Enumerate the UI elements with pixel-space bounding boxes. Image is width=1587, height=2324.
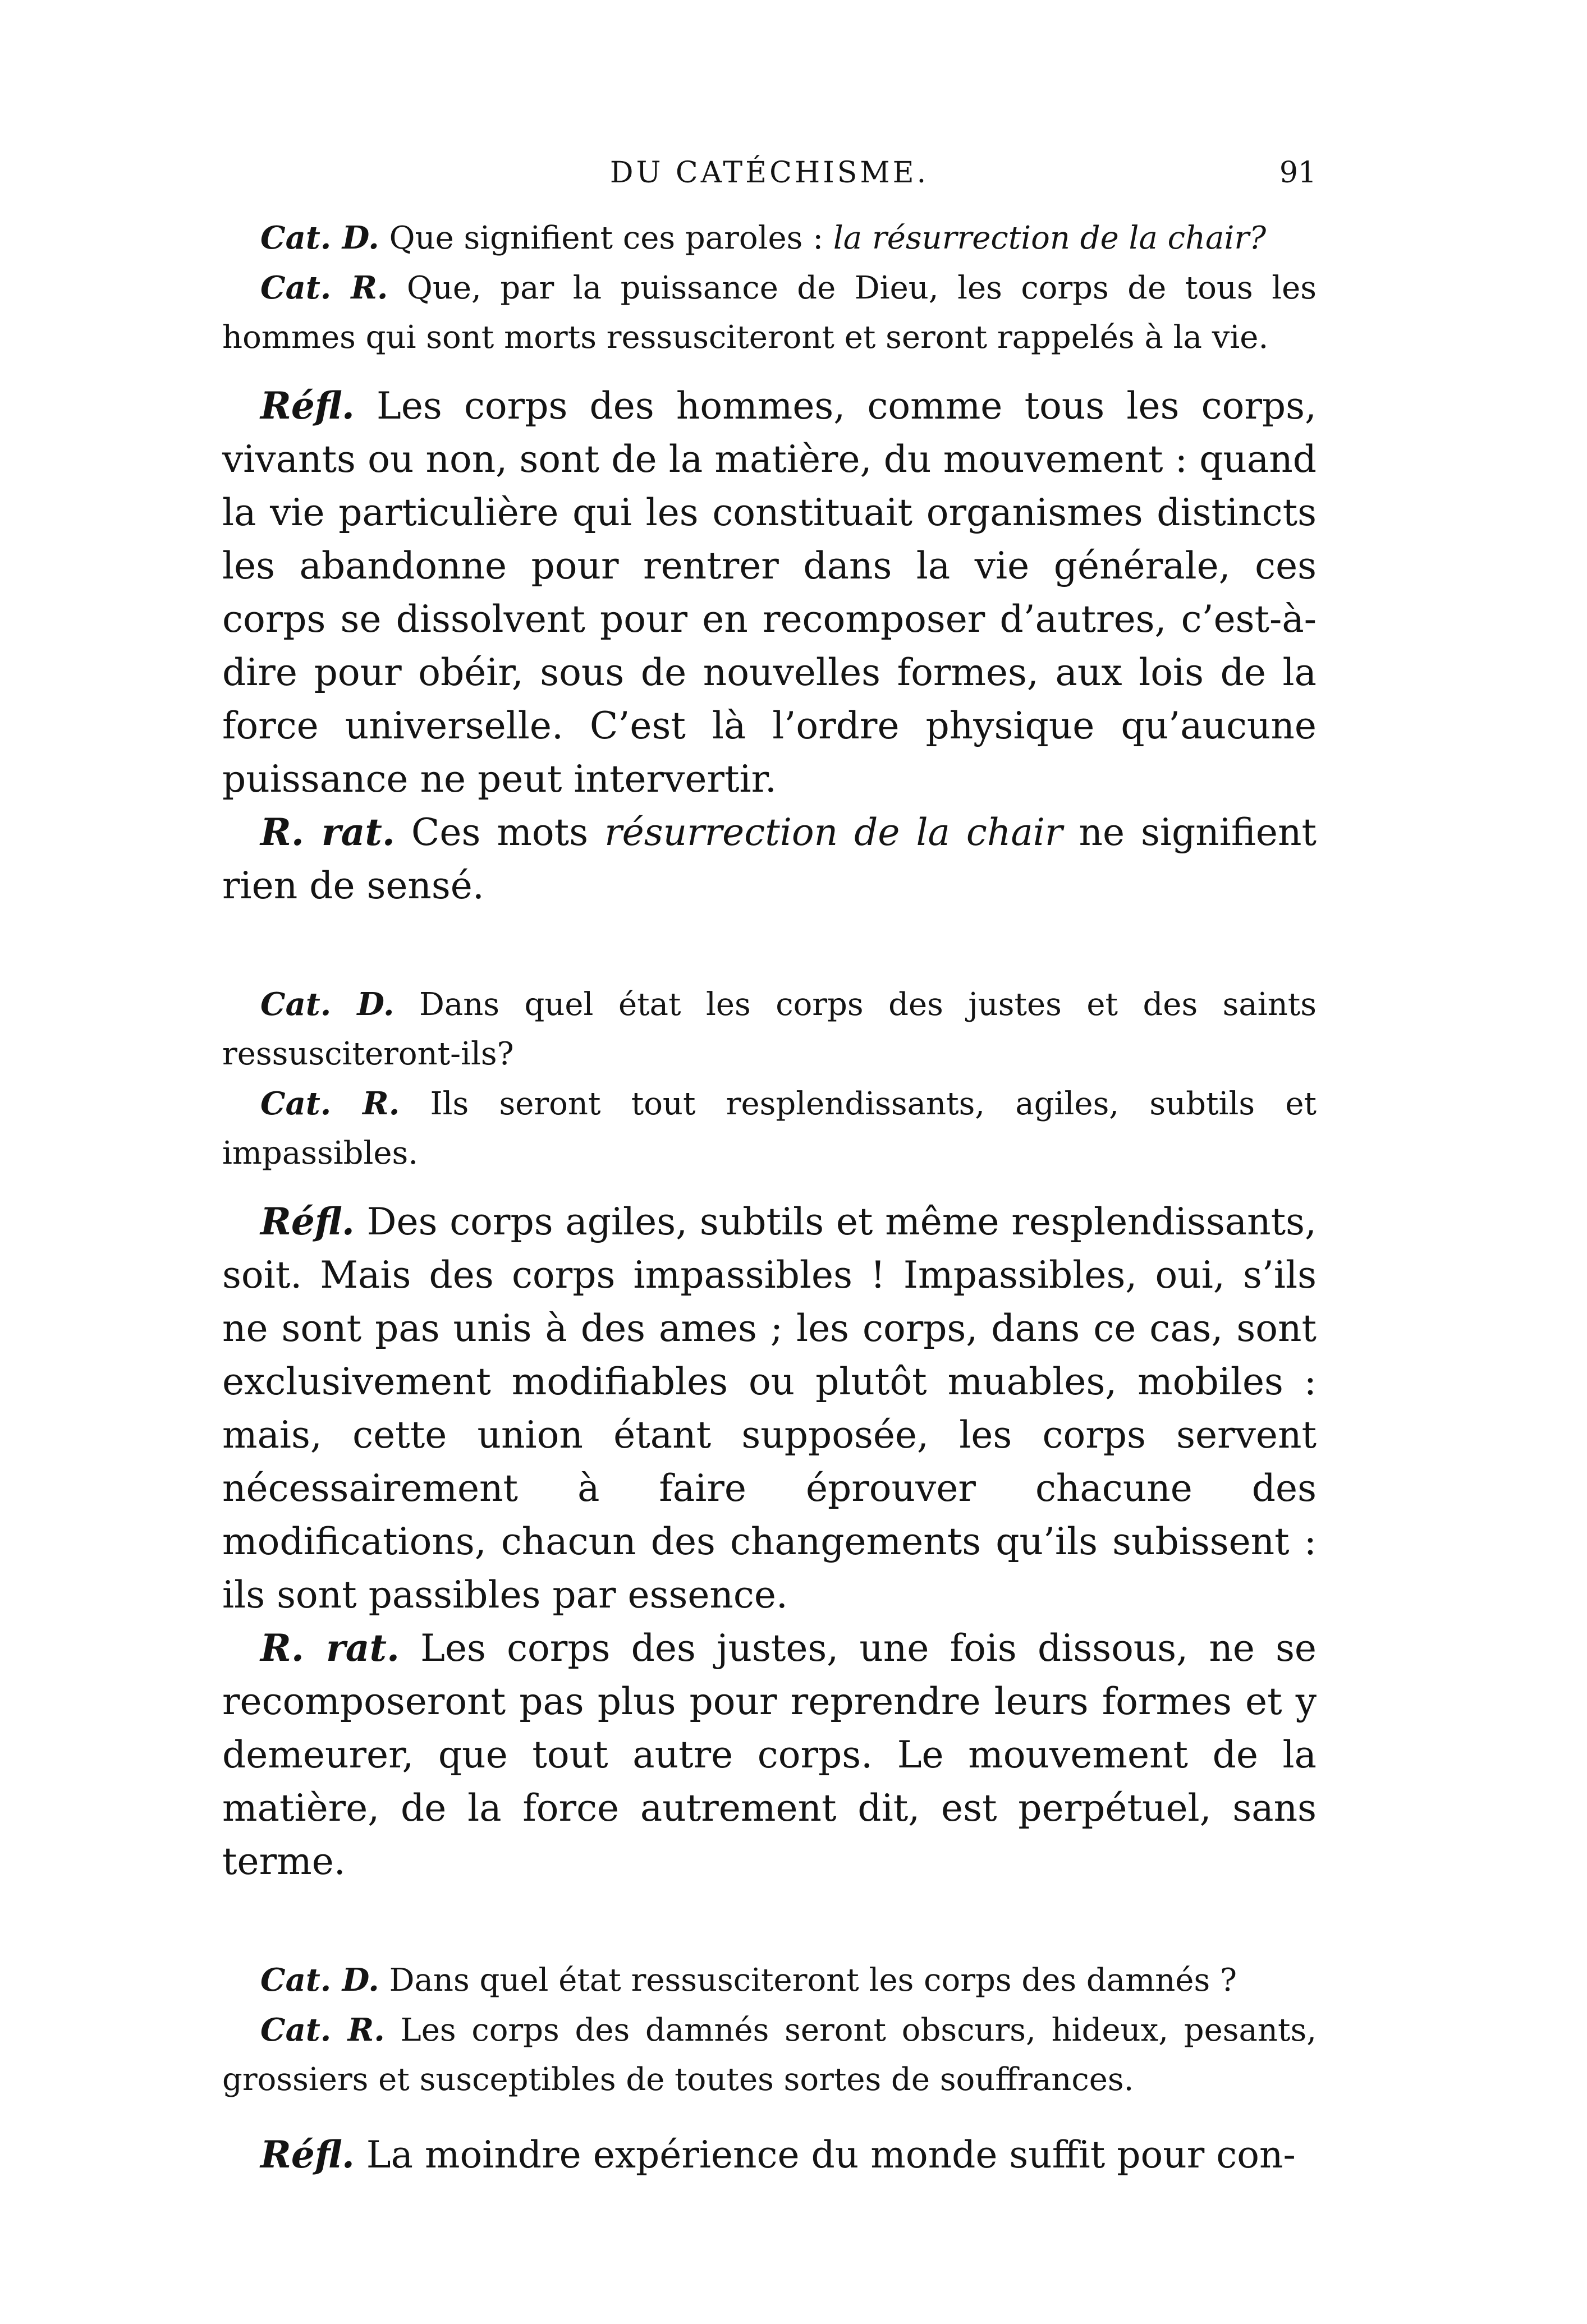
- question-just-bodies: [222, 980, 1317, 1079]
- question-text: Dans quel état ressusciteront les corps des damnés ?: [389, 1962, 1237, 1999]
- question-text: Que signifient ces paroles :: [389, 220, 824, 256]
- running-head: [222, 150, 1317, 195]
- reflection-text: La moindre expérience du monde suffit pour con-: [366, 2133, 1296, 2176]
- question-damned-bodies: [222, 1955, 1317, 2005]
- answer-text: Les corps des damnés seront obscurs, hideux, pesants, grossiers et susceptibles de toutes sortes de souffrances.: [222, 2012, 1317, 2098]
- reply-text: ne signifient rien de sensé.: [222, 811, 1317, 907]
- answer-just-bodies: [222, 1079, 1317, 1178]
- speaker-label: R. rat.: [260, 810, 395, 854]
- rational-reply-just-bodies: [222, 1622, 1317, 1888]
- reflection-resurrection: [222, 379, 1317, 806]
- speaker-label: Cat. D.: [260, 219, 379, 256]
- reflection-just-bodies: [222, 1195, 1317, 1622]
- reflection-text: Des corps agiles, subtils et même resplendissants, soit. Mais des corps impassibles ! Impassibles, oui, s’ils ne sont pas unis à des ames ; les corps, dans ce cas, sont exclusivement modifiables ou plutôt muables, mobiles : mais, cette union étant supposée, les corps servent nécessairement à faire éprouver chacune des modifications, chacun des changements qu’ils subissent : ils sont passibles par essence.: [222, 1200, 1317, 1616]
- speaker-label: Cat. R.: [260, 1085, 400, 1122]
- running-title: DU CATÉCHISME.: [609, 156, 929, 190]
- reply-text: Les corps des justes, une fois dissous, ne se recomposeront pas plus pour reprendre leurs formes et y demeurer, que tout autre corps. Le mouvement de la matière, de la force autrement dit, est perpétuel, sans terme.: [222, 1627, 1317, 1883]
- answer-text: Que, par la puissance de Dieu, les corps de tous les hommes qui sont morts ressusciteront et seront rappelés à la vie.: [222, 270, 1317, 356]
- reflection-text: Les corps des hommes, comme tous les corps, vivants ou non, sont de la matière, du mouvement : quand la vie particulière qui les constituait organismes distincts les abandonne pour rentrer dans la vie générale, ces corps se dissolvent pour en recomposer d’autres, c’est-à-dire pour obéir, sous de nouvelles formes, aux lois de la force universelle. C’est là l’ordre physique qu’aucune puissance ne peut intervertir.: [222, 384, 1317, 801]
- speaker-label: Réfl.: [260, 2133, 355, 2176]
- reflection-damned-bodies: [222, 2128, 1317, 2181]
- speaker-label: R. rat.: [260, 1626, 400, 1670]
- body-text: [222, 213, 1317, 2181]
- speaker-label: Réfl.: [260, 384, 355, 428]
- quoted-phrase: la résurrection de la chair?: [833, 220, 1267, 256]
- answer-resurrection: [222, 263, 1317, 362]
- answer-damned-bodies: [222, 2005, 1317, 2105]
- reply-text: Ces mots: [411, 811, 589, 854]
- rational-reply-resurrection: [222, 806, 1317, 912]
- quoted-phrase: résurrection de la chair: [604, 811, 1063, 854]
- speaker-label: Cat. D.: [260, 1962, 379, 1999]
- speaker-label: Cat. R.: [260, 269, 388, 306]
- question-resurrection: [222, 213, 1317, 263]
- speaker-label: Cat. D.: [260, 986, 395, 1023]
- page-number: 91: [1279, 156, 1317, 190]
- answer-text: Ils seront tout resplendissants, agiles, subtils et impassibles.: [222, 1086, 1317, 1172]
- speaker-label: Réfl.: [260, 1200, 355, 1243]
- speaker-label: Cat. R.: [260, 2011, 385, 2049]
- question-text: Dans quel état les corps des justes et des saints ressusciteront-ils?: [222, 986, 1317, 1072]
